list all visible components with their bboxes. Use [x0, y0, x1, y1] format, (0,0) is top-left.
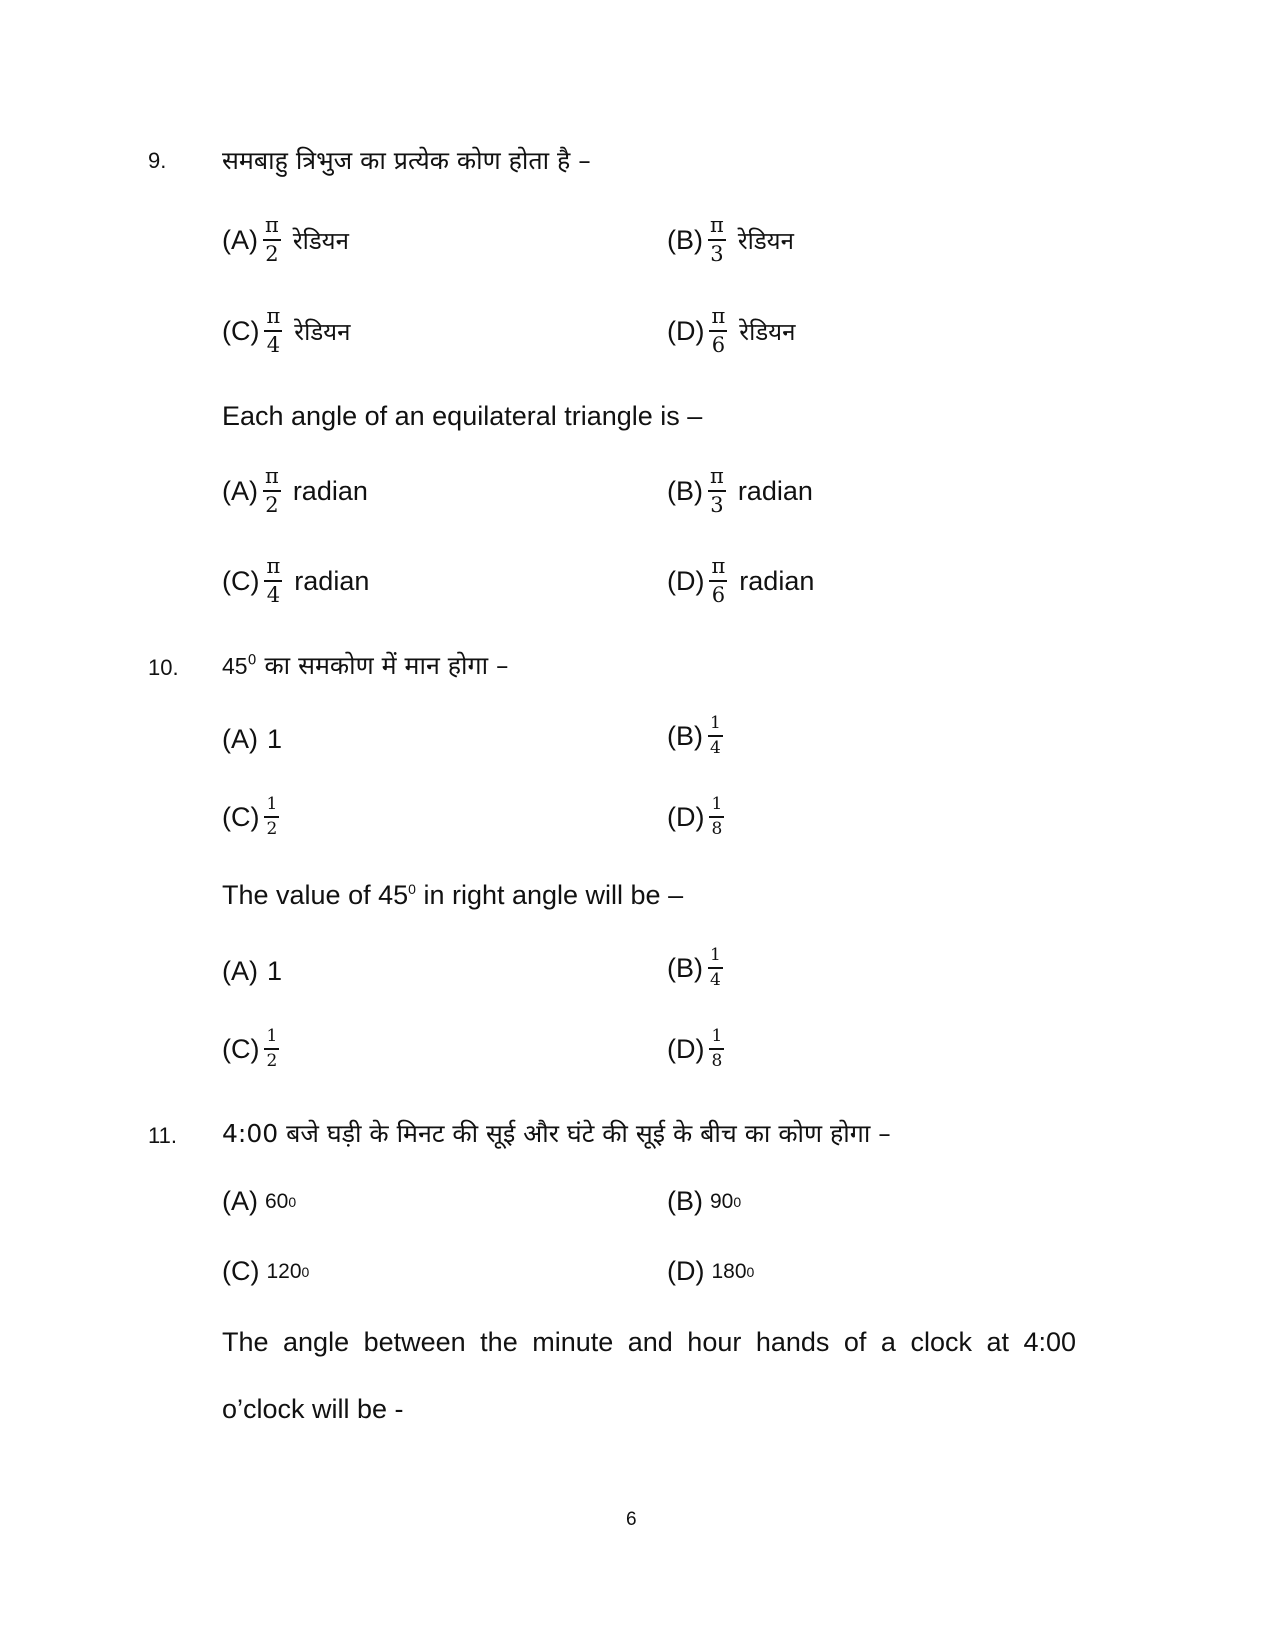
fraction: [264, 1028, 279, 1070]
option-value: 90: [710, 1189, 734, 1213]
numerator: π: [266, 304, 281, 328]
stem-text: The value of 45: [222, 880, 409, 910]
unit-text: रेडियन: [739, 317, 796, 346]
option-label: (B): [667, 720, 703, 751]
denominator: 2: [266, 1051, 278, 1071]
denominator: 2: [265, 493, 279, 517]
numerator: 1: [711, 794, 723, 814]
option-label: (D): [667, 565, 705, 596]
unit-text: radian: [294, 565, 370, 596]
fraction: [708, 715, 723, 757]
option-a-hindi: [222, 724, 282, 755]
option-label: (D): [667, 315, 705, 346]
numerator: π: [710, 213, 724, 237]
stem-value: 45: [222, 653, 248, 679]
question-stem-english-line2: o’clock will be -: [222, 1394, 404, 1424]
question-number: 10.: [148, 655, 179, 680]
numerator: π: [711, 554, 726, 578]
option-label: (C): [222, 315, 260, 346]
option-b-english: [667, 466, 813, 516]
option-b-hindi: (B) 90 0: [667, 1186, 742, 1216]
question-stem-hindi: 4:00 बजे घड़ी के मिनट की सूई और घंटे की सूई के बीच का कोण होगा –: [222, 1119, 891, 1148]
numerator: 1: [266, 794, 278, 814]
option-a-hindi: (A) 60 0: [222, 1186, 297, 1216]
question-number: 11.: [148, 1123, 177, 1148]
option-value: 60: [265, 1189, 289, 1213]
option-label: (C): [222, 1033, 260, 1064]
option-c-hindi: [222, 796, 283, 838]
option-c-english: [222, 556, 369, 606]
degree-superscript: 0: [247, 652, 257, 669]
option-value: 120: [266, 1259, 302, 1283]
option-c-english: [222, 1028, 283, 1070]
question-stem-hindi: समबाहु त्रिभुज का प्रत्येक कोण होता है –: [222, 146, 591, 175]
option-value: 1: [267, 956, 283, 986]
option-label: (A): [222, 1186, 258, 1216]
fraction: [708, 466, 726, 516]
stem-text: का समकोण में मान होगा –: [256, 651, 509, 680]
denominator: 6: [711, 333, 726, 357]
option-label: (B): [667, 224, 703, 255]
fraction: [263, 466, 281, 516]
option-label: (A): [222, 224, 258, 255]
unit-text: रेडियन: [292, 226, 349, 255]
numerator: π: [265, 213, 279, 237]
denominator: 8: [711, 1051, 723, 1071]
option-label: (D): [667, 801, 705, 832]
option-label: (C): [222, 801, 260, 832]
option-c-hindi: (C) 120 0: [222, 1256, 310, 1286]
denominator: 2: [265, 242, 279, 266]
denominator: 4: [710, 738, 721, 758]
option-d-hindi: (D) 180 0: [667, 1256, 755, 1286]
denominator: 8: [711, 819, 723, 839]
fraction: [264, 556, 282, 606]
option-label: (D): [667, 1033, 705, 1064]
option-label: (B): [667, 1186, 703, 1216]
numerator: π: [266, 554, 281, 578]
option-label: (D): [667, 1256, 705, 1286]
denominator: 4: [266, 333, 281, 357]
fraction: [264, 796, 279, 838]
denominator: 3: [710, 493, 724, 517]
option-b-english: [667, 947, 727, 989]
fraction: [709, 306, 727, 356]
option-label: (B): [667, 475, 703, 506]
fraction: [263, 215, 281, 265]
numerator: π: [265, 464, 279, 488]
unit-text: radian: [739, 565, 815, 596]
denominator: 4: [266, 583, 281, 607]
question-stem-english-line1: The angle between the minute and hour hands of a clock at 4:00: [222, 1327, 1077, 1357]
option-d-hindi: [667, 796, 728, 838]
option-a-hindi: [222, 215, 349, 265]
numerator: 1: [266, 1026, 278, 1046]
option-d-english: [667, 1028, 728, 1070]
option-b-hindi: [667, 215, 794, 265]
degree-superscript: 0: [408, 881, 416, 897]
question-stem-hindi: [222, 648, 509, 682]
option-b-hindi: [667, 715, 727, 757]
option-d-english: [667, 556, 814, 606]
option-a-english: [222, 956, 282, 987]
question-number: 9.: [148, 148, 167, 173]
denominator: 4: [710, 970, 721, 990]
option-label: (B): [667, 952, 703, 983]
option-a-english: [222, 466, 368, 516]
denominator: 2: [266, 819, 278, 839]
option-label: (A): [222, 956, 258, 986]
option-value: 1: [267, 724, 283, 754]
option-value: 180: [711, 1259, 747, 1283]
numerator: π: [711, 304, 726, 328]
option-label: (C): [222, 1256, 260, 1286]
option-d-hindi: [667, 306, 795, 356]
question-stem-english: [222, 880, 683, 911]
option-label: (A): [222, 475, 258, 506]
unit-text: radian: [292, 475, 368, 506]
fraction: [709, 1028, 724, 1070]
fraction: [708, 947, 723, 989]
unit-text: रेडियन: [294, 317, 351, 346]
denominator: 3: [710, 242, 724, 266]
fraction: [709, 796, 724, 838]
numerator: π: [710, 464, 724, 488]
fraction: [264, 306, 282, 356]
numerator: 1: [710, 945, 721, 965]
numerator: 1: [711, 1026, 723, 1046]
unit-text: radian: [737, 475, 813, 506]
option-label: (A): [222, 724, 258, 754]
option-label: (C): [222, 565, 260, 596]
option-c-hindi: [222, 306, 350, 356]
fraction: [709, 556, 727, 606]
stem-text: in right angle will be –: [415, 880, 684, 910]
numerator: 1: [710, 713, 721, 733]
page-number: 6: [626, 1509, 637, 1530]
fraction: [708, 215, 726, 265]
unit-text: रेडियन: [737, 226, 794, 255]
denominator: 6: [711, 583, 726, 607]
question-stem-english: Each angle of an equilateral triangle is –: [222, 401, 703, 431]
